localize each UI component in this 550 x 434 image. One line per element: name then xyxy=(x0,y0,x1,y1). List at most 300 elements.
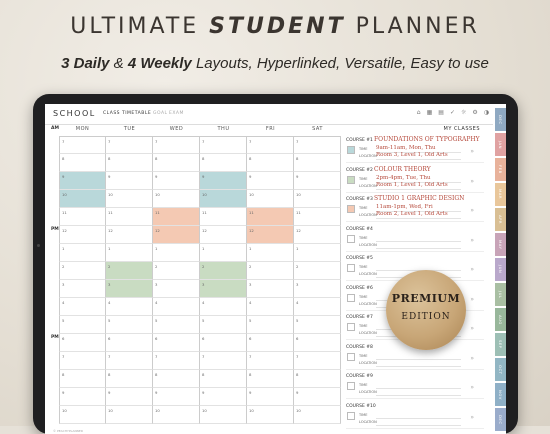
hour-label: 10 xyxy=(155,408,160,413)
timetable-cell[interactable] xyxy=(106,154,153,172)
tab-class-timetable[interactable]: CLASS TIMETABLE xyxy=(103,111,152,116)
hour-label: 11 xyxy=(155,210,160,215)
timetable-cell[interactable] xyxy=(59,280,106,298)
hour-label: 4 xyxy=(249,300,252,305)
timetable-cell[interactable] xyxy=(106,334,153,352)
timetable-cell[interactable] xyxy=(106,280,153,298)
location-line xyxy=(376,159,461,160)
hour-label: 2 xyxy=(249,264,252,269)
timetable-cell[interactable] xyxy=(59,316,106,334)
day-header-0: MON xyxy=(75,126,90,132)
hour-label: 1 xyxy=(202,246,205,251)
timetable-cell[interactable] xyxy=(106,244,153,262)
timetable-cell[interactable] xyxy=(106,226,153,244)
pm-label-2: PM xyxy=(51,335,59,340)
month-tab[interactable]: SEP xyxy=(495,333,506,356)
course-color-swatch[interactable] xyxy=(347,412,355,420)
hour-label: 4 xyxy=(155,300,158,305)
tablet-device xyxy=(33,94,518,434)
hour-label: 3 xyxy=(108,282,111,287)
hour-label: 3 xyxy=(249,282,252,287)
hour-label: 2 xyxy=(62,264,65,269)
timetable-cell[interactable] xyxy=(294,406,341,424)
page-subline: 3 Daily & 4 Weekly Layouts, Hyperlinked, Versatile, Easy to use xyxy=(61,55,489,72)
toggle-icon[interactable]: ◑ xyxy=(483,109,489,116)
hour-label: 4 xyxy=(202,300,205,305)
hour-label: 5 xyxy=(202,318,205,323)
course-location[interactable]: Room 1, Level 1, Old Arts xyxy=(376,181,448,188)
timetable-cell[interactable] xyxy=(247,406,294,424)
timetable-cell[interactable] xyxy=(294,316,341,334)
month-tab[interactable]: FEB xyxy=(495,158,506,181)
timetable-cell[interactable] xyxy=(294,244,341,262)
hour-label: 1 xyxy=(296,246,299,251)
hour-label: 6 xyxy=(62,336,65,341)
day-header-1: TUE xyxy=(123,126,136,132)
hour-label: 3 xyxy=(202,282,205,287)
course-number: COURSE #4 xyxy=(346,226,373,232)
hour-label: 8 xyxy=(296,156,299,161)
hour-label: 6 xyxy=(249,336,252,341)
hour-label: 10 xyxy=(62,192,67,197)
hour-label: 9 xyxy=(108,390,111,395)
location-label: LOCATION xyxy=(359,301,377,306)
hour-label: 12 xyxy=(155,228,160,233)
course-name[interactable]: FOUNDATIONS OF TYPOGRAPHY xyxy=(374,136,480,143)
timetable-cell[interactable] xyxy=(200,334,247,352)
hour-label: 5 xyxy=(108,318,111,323)
hour-label: 9 xyxy=(108,174,111,179)
timetable-cell[interactable] xyxy=(294,370,341,388)
hour-label: 7 xyxy=(296,139,299,144)
course-color-swatch[interactable] xyxy=(347,353,355,361)
month-tab[interactable]: JUN xyxy=(495,258,506,281)
hour-label: 11 xyxy=(249,210,254,215)
grid-icon[interactable]: ▤ xyxy=(438,109,444,116)
timetable-cell[interactable] xyxy=(106,136,153,154)
course-number: COURSE #10 xyxy=(346,403,376,409)
time-label: TIME xyxy=(359,235,368,240)
hour-label: 12 xyxy=(249,228,254,233)
timetable-cell[interactable] xyxy=(294,298,341,316)
hour-label: 5 xyxy=(249,318,252,323)
timetable-cell[interactable] xyxy=(200,316,247,334)
chevron-right-icon[interactable]: » xyxy=(470,177,474,185)
hour-label: 7 xyxy=(202,354,205,359)
check-icon[interactable]: ✓ xyxy=(449,109,455,116)
timetable-cell[interactable] xyxy=(153,208,200,226)
hour-label: 8 xyxy=(296,372,299,377)
hour-label: 1 xyxy=(249,246,252,251)
hour-label: 10 xyxy=(202,408,207,413)
hour-label: 3 xyxy=(296,282,299,287)
course-color-swatch[interactable] xyxy=(347,264,355,272)
hour-label: 11 xyxy=(202,210,207,215)
camera-dot xyxy=(37,244,40,247)
time-label: TIME xyxy=(359,353,368,358)
day-header-4: FRI xyxy=(265,126,276,132)
location-label: LOCATION xyxy=(359,183,377,188)
hour-label: 9 xyxy=(155,390,158,395)
hour-label: 7 xyxy=(155,139,158,144)
course-number: COURSE #5 xyxy=(346,256,373,261)
hour-label: 10 xyxy=(202,192,207,197)
location-label: LOCATION xyxy=(359,419,377,424)
day-header-2: WED xyxy=(169,126,184,132)
timetable-cell[interactable] xyxy=(294,388,341,406)
time-label: TIME xyxy=(359,206,368,210)
timetable-cell[interactable] xyxy=(59,190,106,208)
location-label: LOCATION xyxy=(359,242,377,247)
hour-label: 9 xyxy=(249,174,252,179)
chevron-right-icon[interactable]: » xyxy=(470,266,474,273)
my-classes-title: MY CLASSES xyxy=(443,126,480,132)
timetable-cell[interactable] xyxy=(153,244,200,262)
hour-label: 7 xyxy=(202,139,205,144)
month-tab[interactable]: DEC xyxy=(495,408,506,431)
course-color-swatch[interactable] xyxy=(347,323,355,331)
hour-label: 6 xyxy=(202,336,205,341)
hour-label: 10 xyxy=(249,192,254,197)
hour-label: 10 xyxy=(155,192,160,197)
badge-line-1: PREMIUM xyxy=(391,292,461,305)
course-entry[interactable] xyxy=(346,165,484,193)
course-color-swatch[interactable] xyxy=(347,146,355,154)
timetable-cell[interactable] xyxy=(106,172,153,190)
hour-label: 11 xyxy=(108,210,113,215)
course-entry[interactable] xyxy=(346,135,484,163)
hour-label: 10 xyxy=(296,192,301,197)
timetable-cell[interactable] xyxy=(294,262,341,280)
hour-label: 4 xyxy=(62,300,65,305)
hour-label: 4 xyxy=(296,300,299,305)
timetable-cell[interactable] xyxy=(294,136,341,154)
hour-label: 9 xyxy=(62,390,65,395)
timetable-cell[interactable] xyxy=(294,334,341,352)
hour-label: 5 xyxy=(155,318,158,323)
hour-label: 3 xyxy=(155,282,158,287)
timetable-cell[interactable] xyxy=(106,406,153,424)
timetable-cell[interactable] xyxy=(59,334,106,352)
timetable-cell[interactable] xyxy=(200,406,247,424)
timetable-cell[interactable] xyxy=(247,280,294,298)
hour-label: 8 xyxy=(62,372,65,377)
timetable-cell[interactable] xyxy=(106,190,153,208)
month-tab[interactable]: APR xyxy=(495,208,506,231)
timetable-cell[interactable] xyxy=(200,208,247,226)
timetable-cell[interactable] xyxy=(106,370,153,388)
course-location[interactable]: Room 2, Level 1, Old Arts xyxy=(376,211,448,217)
hour-label: 12 xyxy=(108,228,113,233)
course-number: COURSE #8 xyxy=(346,344,373,350)
course-color-swatch[interactable] xyxy=(347,294,355,302)
location-label: LOCATION xyxy=(359,154,377,158)
course-number: COURSE #6 xyxy=(346,285,373,291)
timetable-cell[interactable] xyxy=(247,298,294,316)
hour-label: 8 xyxy=(108,372,111,377)
timetable-cell[interactable] xyxy=(200,172,247,190)
course-time[interactable]: 2pm-4pm, Tue, Thu xyxy=(376,174,431,181)
month-tab[interactable]: MAR xyxy=(495,183,506,206)
timetable-cell[interactable] xyxy=(200,190,247,208)
timetable-cell[interactable] xyxy=(153,388,200,406)
timetable-cell[interactable] xyxy=(247,262,294,280)
timetable-cell[interactable] xyxy=(59,244,106,262)
hour-label: 8 xyxy=(202,372,205,377)
timetable-cell[interactable] xyxy=(247,172,294,190)
location-line xyxy=(376,189,461,190)
tab-exam[interactable]: EXAM xyxy=(169,111,184,116)
timetable-cell[interactable] xyxy=(59,208,106,226)
timetable-cell[interactable] xyxy=(294,172,341,190)
hour-label: 10 xyxy=(62,408,67,413)
location-label: LOCATION xyxy=(359,272,377,276)
timetable-cell[interactable] xyxy=(106,316,153,334)
month-tab[interactable]: MAY xyxy=(495,233,506,256)
month-tab[interactable]: JAN xyxy=(495,133,506,156)
hour-label: 8 xyxy=(249,372,252,377)
timetable-cell[interactable] xyxy=(106,298,153,316)
home-icon[interactable]: ⌂ xyxy=(416,109,421,116)
section-title[interactable]: SCHOOL xyxy=(53,109,96,118)
course-entry[interactable] xyxy=(346,401,484,429)
timetable-cell[interactable] xyxy=(294,208,341,226)
timetable-cell[interactable] xyxy=(294,352,341,370)
hour-label: 11 xyxy=(62,210,67,215)
timetable-cell[interactable] xyxy=(153,190,200,208)
month-tab[interactable]: JUL xyxy=(495,283,506,306)
toolbar-icons xyxy=(417,109,489,116)
timetable-cell[interactable] xyxy=(153,280,200,298)
chevron-right-icon[interactable]: » xyxy=(470,325,474,332)
timetable-cell[interactable] xyxy=(247,316,294,334)
hour-label: 7 xyxy=(108,354,111,359)
hour-label: 2 xyxy=(296,264,299,269)
location-line xyxy=(376,425,461,426)
timetable-cell[interactable] xyxy=(247,226,294,244)
hour-label: 4 xyxy=(108,300,111,305)
month-tab[interactable]: NOV xyxy=(495,383,506,406)
timetable-cell[interactable] xyxy=(153,334,200,352)
hour-label: 7 xyxy=(249,139,252,144)
hour-label: 7 xyxy=(62,354,65,359)
course-time[interactable]: 9am-11am, Mon, Thu xyxy=(376,145,436,151)
timetable-cell[interactable] xyxy=(59,406,106,424)
hour-label: 5 xyxy=(62,318,65,323)
course-location[interactable]: Room 3, Level 1, Old Arts xyxy=(376,152,448,158)
timetable-cell[interactable] xyxy=(247,370,294,388)
course-color-swatch[interactable] xyxy=(347,176,355,184)
timetable-cell[interactable] xyxy=(200,370,247,388)
timetable-cell[interactable] xyxy=(59,154,106,172)
timetable-cell[interactable] xyxy=(153,262,200,280)
timetable-cell[interactable] xyxy=(59,388,106,406)
course-number: COURSE #2 xyxy=(346,167,373,173)
timetable-cell[interactable] xyxy=(200,244,247,262)
timetable-cell[interactable] xyxy=(106,208,153,226)
course-number: COURSE #7 xyxy=(346,315,373,320)
bulb-icon[interactable]: ☼ xyxy=(460,109,467,116)
hour-label: 1 xyxy=(155,246,158,251)
timetable-cell[interactable] xyxy=(294,226,341,244)
hour-label: 9 xyxy=(155,174,158,179)
timetable-cell[interactable] xyxy=(247,388,294,406)
location-line xyxy=(376,366,461,367)
location-label: LOCATION xyxy=(359,360,377,365)
time-label: TIME xyxy=(359,412,368,417)
timetable-cell[interactable] xyxy=(59,136,106,154)
course-number: COURSE #9 xyxy=(346,374,373,379)
hour-label: 11 xyxy=(296,210,301,215)
chevron-right-icon[interactable]: » xyxy=(470,207,474,214)
timetable-cell[interactable] xyxy=(59,226,106,244)
hour-label: 5 xyxy=(296,318,299,323)
hour-label: 8 xyxy=(249,156,252,161)
timetable-cell[interactable] xyxy=(200,352,247,370)
timetable-cell[interactable] xyxy=(247,154,294,172)
hour-label: 9 xyxy=(249,390,252,395)
hour-label: 7 xyxy=(249,354,252,359)
hour-label: 1 xyxy=(108,246,111,251)
hour-label: 7 xyxy=(108,139,111,144)
timetable-cell[interactable] xyxy=(247,208,294,226)
settings-icon[interactable]: ⚙ xyxy=(472,109,478,116)
tab-goal[interactable]: GOAL xyxy=(153,111,168,116)
timetable-cell[interactable] xyxy=(200,154,247,172)
timetable-cell[interactable] xyxy=(106,388,153,406)
hour-label: 9 xyxy=(296,174,299,179)
timetable-cell[interactable] xyxy=(294,154,341,172)
timetable-cell[interactable] xyxy=(200,388,247,406)
course-entry[interactable] xyxy=(346,224,484,252)
hour-label: 12 xyxy=(62,228,67,233)
course-number: COURSE #3 xyxy=(346,197,373,202)
time-line xyxy=(376,241,461,242)
hour-label: 2 xyxy=(202,264,205,269)
location-line xyxy=(376,248,461,249)
hour-label: 10 xyxy=(108,192,113,197)
premium-edition-badge xyxy=(386,270,466,350)
hour-label: 8 xyxy=(108,156,111,161)
timetable-cell[interactable] xyxy=(200,226,247,244)
course-number: COURSE #1 xyxy=(346,138,373,143)
hour-label: 9 xyxy=(296,390,299,395)
timetable-cell[interactable] xyxy=(153,172,200,190)
chevron-right-icon[interactable]: » xyxy=(470,236,474,244)
course-color-swatch[interactable] xyxy=(347,235,355,243)
course-entry[interactable] xyxy=(346,194,484,222)
hour-label: 2 xyxy=(108,264,111,269)
hour-label: 7 xyxy=(296,354,299,359)
planner-topbar xyxy=(45,104,493,125)
timetable-cell[interactable] xyxy=(294,280,341,298)
course-name[interactable]: STUDIO 1 GRAPHIC DESIGN xyxy=(374,195,465,202)
hour-label: 10 xyxy=(249,408,254,413)
chevron-right-icon[interactable]: » xyxy=(470,413,474,421)
time-line xyxy=(376,388,461,389)
month-tab[interactable]: OCT xyxy=(495,358,506,381)
timetable-cell[interactable] xyxy=(247,334,294,352)
time-line xyxy=(376,359,461,360)
timetable-cell[interactable] xyxy=(59,370,106,388)
timetable-cell[interactable] xyxy=(200,262,247,280)
pm-label: PM xyxy=(51,227,59,232)
time-label: TIME xyxy=(359,294,368,299)
hour-label: 12 xyxy=(296,228,301,233)
location-label: LOCATION xyxy=(359,213,377,217)
month-tabs xyxy=(495,104,506,434)
calendar-icon[interactable]: ▦ xyxy=(426,109,433,116)
course-color-swatch[interactable] xyxy=(347,205,355,213)
hour-label: 8 xyxy=(62,156,65,161)
timetable-cell[interactable] xyxy=(153,226,200,244)
timetable-cell[interactable] xyxy=(200,298,247,316)
timetable-cell[interactable] xyxy=(200,280,247,298)
chevron-right-icon[interactable]: » xyxy=(470,295,474,303)
course-color-swatch[interactable] xyxy=(347,382,355,390)
hour-label: 8 xyxy=(155,156,158,161)
planner-screen xyxy=(45,104,506,434)
timetable-cell[interactable] xyxy=(247,244,294,262)
location-label: LOCATION xyxy=(359,331,377,335)
timetable-cell[interactable] xyxy=(106,352,153,370)
hour-label: 8 xyxy=(155,372,158,377)
page-headline: ULTIMATE STUDENT PLANNER xyxy=(70,14,480,39)
timetable-cell[interactable] xyxy=(294,190,341,208)
timetable-cell[interactable] xyxy=(153,316,200,334)
course-time[interactable]: 11am-1pm, Wed, Fri xyxy=(376,204,433,210)
course-entry[interactable] xyxy=(346,371,484,399)
timetable-cell[interactable] xyxy=(247,352,294,370)
am-label: AM xyxy=(51,126,59,131)
time-label: TIME xyxy=(359,324,368,328)
timetable-cell[interactable] xyxy=(59,172,106,190)
chevron-right-icon[interactable]: » xyxy=(470,354,474,362)
month-tab[interactable]: AUG xyxy=(495,308,506,331)
course-name[interactable]: COLOUR THEORY xyxy=(374,165,431,173)
timetable-cell[interactable] xyxy=(153,406,200,424)
hour-label: 9 xyxy=(202,174,205,179)
hour-label: 6 xyxy=(108,336,111,341)
chevron-right-icon[interactable]: » xyxy=(470,148,474,155)
timetable-cell[interactable] xyxy=(200,136,247,154)
timetable-cell[interactable] xyxy=(153,298,200,316)
timetable-cell[interactable] xyxy=(153,352,200,370)
timetable-cell[interactable] xyxy=(59,352,106,370)
timetable-cell[interactable] xyxy=(247,136,294,154)
timetable-cell[interactable] xyxy=(153,370,200,388)
hour-label: 9 xyxy=(202,390,205,395)
timetable-cell[interactable] xyxy=(247,190,294,208)
hour-label: 8 xyxy=(202,156,205,161)
footer-credit: © PEACHYPLANNER xyxy=(53,429,83,433)
timetable-cell[interactable] xyxy=(153,154,200,172)
time-label: TIME xyxy=(359,147,368,151)
hour-label: 7 xyxy=(62,139,65,144)
timetable-cell[interactable] xyxy=(59,298,106,316)
chevron-right-icon[interactable]: » xyxy=(470,384,474,391)
hour-label: 9 xyxy=(62,174,65,179)
hour-label: 10 xyxy=(296,408,301,413)
badge-line-2: EDITION xyxy=(401,312,451,322)
timetable-cell[interactable] xyxy=(59,262,106,280)
timetable-cell[interactable] xyxy=(106,262,153,280)
day-header-3: THU xyxy=(217,126,230,132)
time-label: TIME xyxy=(359,176,368,181)
timetable-cell[interactable] xyxy=(153,136,200,154)
month-tab[interactable]: DEC xyxy=(495,108,506,131)
hour-label: 12 xyxy=(202,228,207,233)
